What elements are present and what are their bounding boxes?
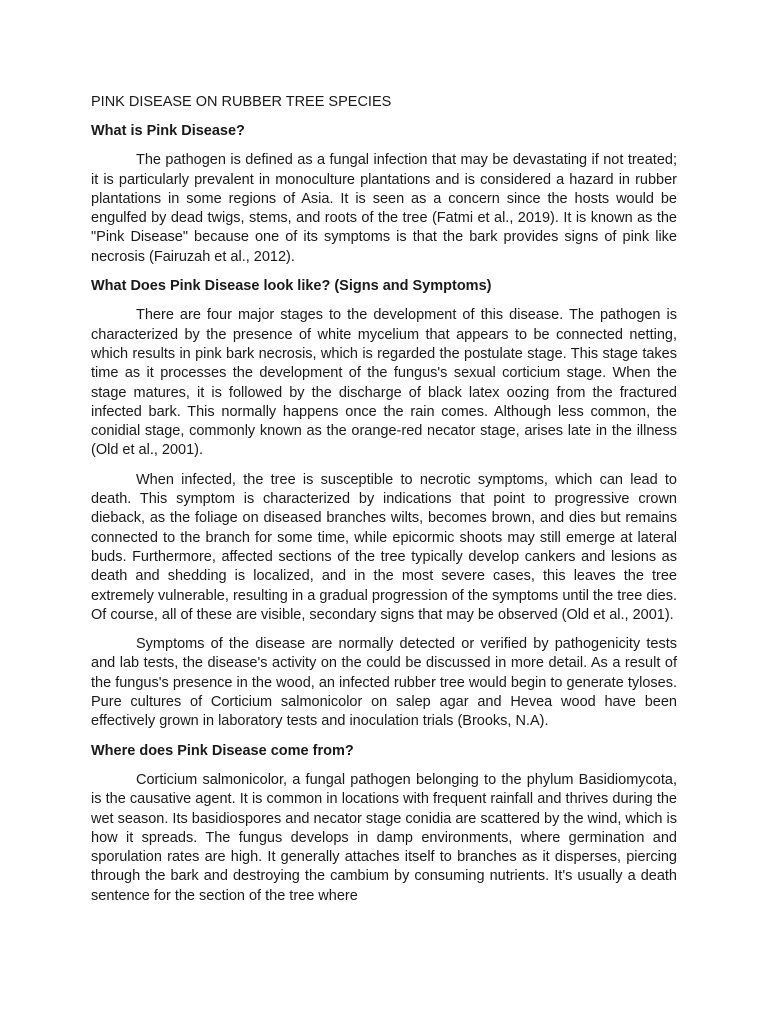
paragraph: Symptoms of the disease are normally detected or verified by pathogenicity tests and lab tests, the disease's activity on the could be discussed in more detail. As a result of the fungus's presence in the wood, an infected rubber tree would begin to generate tyloses. Pure cultures of Corticium salmonicolor on salep agar and Hevea wood have been effectively grown in laboratory tests and inoculation trials (Brooks, N.A). (91, 636, 677, 730)
paragraph: Corticium salmonicolor, a fungal pathogen belonging to the phylum Basidiomycota, is the causative agent. It is common in locations with frequent rainfall and thrives during the wet season. Its basidiospores and necator stage conidia are scattered by the wind, which is how it spreads. The fungus develops in damp environments, where germination and sporulation rates are high. It generally attaches itself to branches as it disperses, piercing through the bark and destroying the cambium by consuming nutrients. It's usually a death sentence for the section of the tree where (91, 771, 677, 904)
paragraph: When infected, the tree is susceptible to necrotic symptoms, which can lead to death. This symptom is characterized by indications that point to progressive crown dieback, as the foliage on diseased branches wilts, becomes brown, and dies but remains connected to the branch for some time, while epicormic shoots may still emerge at lateral buds. Furthermore, affected sections of the tree typically develop cankers and lesions as death and shedding is localized, and in the most severe cases, this leaves the tree extremely vulnerable, resulting in a gradual progression of the symptoms until the tree dies. Of course, all of these are visible, secondary signs that may be observed (Old et al., 2001). (91, 471, 677, 623)
section-heading-origin: Where does Pink Disease come from? (91, 742, 354, 759)
document-page (91, 93, 677, 916)
paragraph: There are four major stages to the development of this disease. The pathogen is characterized by the presence of white mycelium that appears to be connected netting, which results in pink bark necrosis, which is regarded the postulate stage. This stage takes time as it processes the development of the fungus's sexual corticium stage. When the stage matures, it is followed by the discharge of black latex oozing from the fractured infected bark. This normally happens once the rain comes. Although less common, the conidial stage, commonly known as the orange-red necator stage, arises late in the illness (Old et al., 2001). (91, 307, 677, 459)
paragraph: The pathogen is defined as a fungal infection that may be devastating if not treated; it is particularly prevalent in monoculture plantations and is considered a hazard in rubber plantations in some regions of Asia. It is seen as a concern since the hosts would be engulfed by dead twigs, stems, and roots of the tree (Fatmi et al., 2019). It is known as the "Pink Disease" because one of its symptoms is that the bark provides signs of pink like necrosis (Fairuzah et al., 2012). (91, 152, 677, 265)
section-heading-signs-symptoms: What Does Pink Disease look like? (Signs and Symptoms) (91, 278, 492, 295)
document-title: PINK DISEASE ON RUBBER TREE SPECIES (91, 94, 392, 110)
section-heading-what-is: What is Pink Disease? (91, 123, 245, 139)
